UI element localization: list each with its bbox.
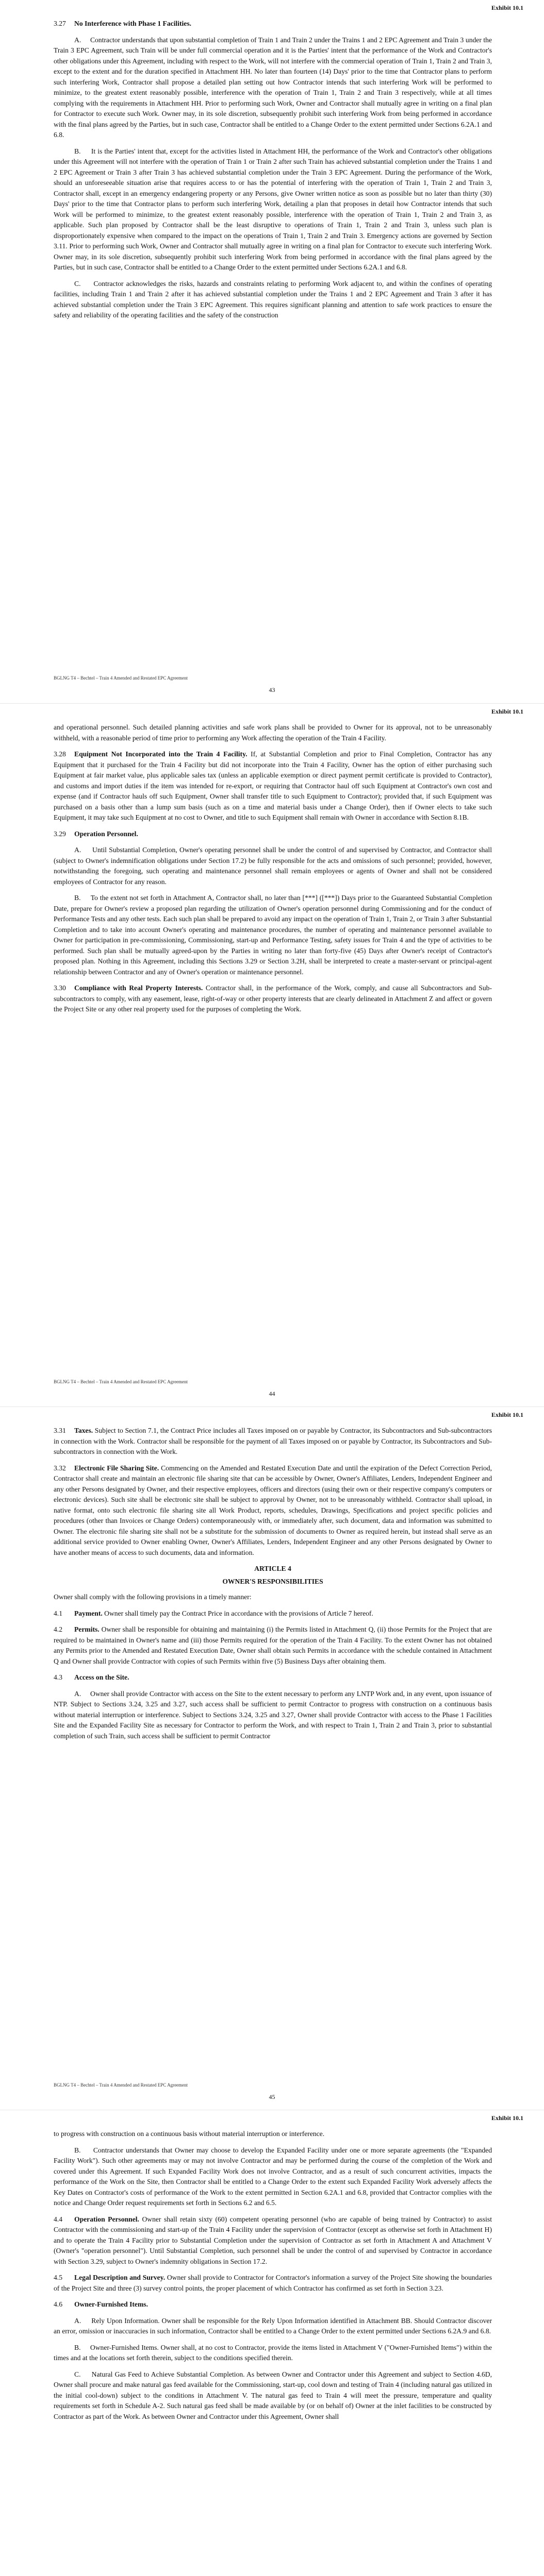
page-number: 45 xyxy=(269,2093,275,2100)
section-title: No Interference with Phase 1 Facilities. xyxy=(74,20,192,27)
section-number: 3.32 xyxy=(54,1464,66,1472)
section-title: Equipment Not Incorporated into the Train 4 Facility. xyxy=(74,750,248,758)
article-heading: ARTICLE 4 xyxy=(254,1565,291,1572)
section-title: Permits. xyxy=(74,1625,100,1633)
section-title: Access on the Site. xyxy=(74,1673,129,1681)
paragraph xyxy=(54,35,492,141)
page-number: 43 xyxy=(269,686,275,693)
paragraph-text: Owner shall comply with the following provisions in a timely manner: xyxy=(54,1593,252,1601)
document-page xyxy=(0,703,544,1407)
section-title: Owner-Furnished Items. xyxy=(74,2300,148,2308)
section-title: Operation Personnel. xyxy=(74,2215,139,2223)
paragraph-text: and operational personnel. Such detailed planning activities and safe work plans shall be provided to Owner for its approval, not to be unreasonably withheld, with a reasonable period of time prior to performing any Work affecting the operation of the Train 4 Facility. xyxy=(54,723,492,742)
paragraph xyxy=(54,829,492,840)
page-footer: BGLNG T4 – Bechtel – Train 4 Amended and Restated EPC Agreement xyxy=(54,675,188,681)
section-number: 3.28 xyxy=(54,750,66,758)
page-number: 44 xyxy=(269,1390,275,1397)
exhibit-label: Exhibit 10.1 xyxy=(491,1411,523,1418)
paragraph xyxy=(54,2343,492,2364)
section-number: 4.2 xyxy=(54,1625,62,1633)
section-body: Subject to Section 7.1, the Contract Price includes all Taxes imposed on or payable by Contractor, its Subcontractors and Sub-subcontractors in connection with the Work. Contractor shall be responsible for the payment of all Taxes imposed on or payable by Contractor, its Subcontractors and Sub-subcontractors in connection with the Work. xyxy=(54,1427,492,1455)
paragraph xyxy=(54,1689,492,1742)
page-footer: BGLNG T4 – Bechtel – Train 4 Amended and Restated EPC Agreement xyxy=(54,2082,188,2088)
section-title: Operation Personnel. xyxy=(74,829,138,838)
document-page xyxy=(0,1406,544,2110)
section-title: Compliance with Real Property Interests. xyxy=(74,984,203,992)
section-title: Legal Description and Survey. xyxy=(74,2274,166,2281)
paragraph-text: B. To the extent not set forth in Attachment A, Contractor shall, no later than [***] ([***]) Days prior to the Guaranteed Substantial Completion Date, prepare for Owner's review a proposed plan regarding the utilization of Owner's operation personnel during Commissioning and for the conduct of Performance Tests and any other tests. Each such plan shall be prepared to avoid any impact on the operation of Train 1, Train 2, or Train 3 after Substantial Completion and to take into account Owner's operating and maintenance procedures, the number of operating and maintenance personnel available to Owner for participation in pre-commissioning, Commissioning, start-up and Performance Testing, safety issues for Train 4 and the type of activities to be performed. Such plan shall be mutually agreed-upon by the Parties in writing no later than forty-five (45) Days after Owner's receipt of Contractor's proposed plan. Nothing in this Agreement, including this Sections 3.29 or Section 3.2H, shall be interpreted to create a master-servant or principal-agent relationship between Contractor and any of Owner's operation or maintenance personnel. xyxy=(54,894,492,976)
paragraph xyxy=(54,1426,492,1458)
paragraph xyxy=(54,749,492,823)
section-number: 3.29 xyxy=(54,829,66,838)
exhibit-label: Exhibit 10.1 xyxy=(491,4,523,11)
paragraph xyxy=(54,1463,492,1558)
section-title: Payment. xyxy=(74,1609,103,1617)
article-title: OWNER'S RESPONSIBILITIES xyxy=(222,1577,323,1585)
paragraph-text: B. Owner-Furnished Items. Owner shall, at no cost to Contractor, provide the items listed in Attachment V ("Owner-Furnished Items") within the times and at the locations set forth therein, subject to the conditions specified therein. xyxy=(54,2343,492,2362)
paragraph xyxy=(54,2273,492,2294)
paragraph xyxy=(54,983,492,1015)
section-body: Commencing on the Amended and Restated Execution Date and until the expiration of the Defect Correction Period, Contractor shall create and maintain an electronic file sharing site that can be accessible by Owner, Owner's Affiliates, Lenders, Independent Engineer and any other Persons designated by Owner, and their respective employees, officers and directors (using their own or their respective company's computers or electronic devices). Such site shall be electronic site shall be subject to approval by Owner, not to be unreasonably withheld. Contractor shall upload, in native format, onto such electronic file sharing site all Work Product, reports, schedules, Drawings, Specifications and project specific policies and procedures (other than Invoices or Change Orders) contemporaneously with, or immediately after, such document, data and information was submitted to Owner. The electronic file sharing site shall not be a substitute for the submission of documents to Owner as required herein, but instead shall serve as an additional service provided to Owner enabling Owner, Owner's Affiliates, Lenders, Independent Engineer and any other Persons designated by Owner to have another means of access to such documents, data and information. xyxy=(54,1464,492,1556)
paragraph xyxy=(54,2299,492,2310)
section-title: Electronic File Sharing Site. xyxy=(74,1464,159,1472)
section-body: Contractor shall, in the performance of the Work, comply, and cause all Subcontractors and Sub-subcontractors to comply, with any easement, lease, right-of-way or other property interests that are clearly delineated in Attachment Z and affect or govern the Project Site or any other real property used for the purposes of completing the Work. xyxy=(54,984,492,1013)
section-body: If, at Substantial Completion and prior to Final Completion, Contractor has any Equipment that it purchased for the Train 4 Facility but did not incorporate into the Train 4 Facility, Owner has the option of either purchasing such Equipment at fair market value, plus applicable sales tax (unless an applicable exemption or direct payment permit certificate is provided to Contractor), and customs and import duties if the item was intended for re-export, or requiring that Contractor haul off such Equipment at Contractor's own cost and expense (and if Contractor hauls off such Equipment, Owner shall transfer title to such Equipment to Contractor); provided that, if such Equipment was purchased on a basis other than a lump sum basis (such as on a time and material basis under a Change Order), then if Owner elects to take such Equipment, it may take such Equipment at no cost to Owner, and title to such Equipment shall remain with Owner in accordance with Section 8.1B. xyxy=(54,750,492,821)
paragraph-text: A. Rely Upon Information. Owner shall be responsible for the Rely Upon Information identified in Attachment BB. Should Contractor discover an error, omission or inaccuracies in such information, Contractor shall be entitled to a Change Order to the extent permitted under Sections 6.2A.9 and 6.8. xyxy=(54,2316,492,2335)
paragraph-text: to progress with construction on a continuous basis without material interruption or interference. xyxy=(54,2130,325,2138)
page-content xyxy=(54,722,492,1021)
paragraph xyxy=(54,279,492,321)
paragraph-text: C. Natural Gas Feed to Achieve Substantial Completion. As between Owner and Contractor under this Agreement and subject to Section 4.6D, Owner shall procure and make natural gas feed available for the Commissioning, start-up, cool down and testing of Train 4 (including natural gas utilized in the initial cool-down) subject to the conditions in Attachment V. The natural gas feed to Train 4 will meet the pressure, temperature and quality requirements set forth in Schedule A-2. Such natural gas feed shall be made available by (or on behalf of) Owner at the inlet facilities to be constructed by Contractor as part of the Work. As between Owner and Contractor under this Agreement, Owner shall xyxy=(54,2370,492,2420)
section-number: 4.6 xyxy=(54,2300,62,2308)
section-body: Owner shall timely pay the Contract Price in accordance with the provisions of Article 7 hereof. xyxy=(104,1609,373,1617)
section-number: 4.3 xyxy=(54,1673,62,1681)
paragraph xyxy=(54,146,492,273)
exhibit-label: Exhibit 10.1 xyxy=(491,708,523,715)
document-page xyxy=(0,0,544,703)
paragraph xyxy=(54,1672,492,1683)
paragraph-text: A. Owner shall provide Contractor with access on the Site to the extent necessary to perform any LNTP Work and, in any event, upon issuance of NTP. Subject to Sections 3.24, 3.25 and 3.27, such access shall be sufficient to permit Contractor to progress with construction on a continuous basis without material interruption or interference. Subject to Sections 3.24, 3.25 and 3.27, Owner shall provide Contractor with access to the Phase 1 Facilities Site and the Expanded Facility Site as necessary for Contractor to perform the Work, and with respect to Train 1, Train 2 and Train 3, prior to substantial completion of such Train, such access shall be sufficient to permit Contractor xyxy=(54,1689,492,1740)
paragraph xyxy=(54,2145,492,2209)
paragraph xyxy=(54,893,492,977)
paragraph-text: C. Contractor acknowledges the risks, hazards and constraints relating to performing Work adjacent to, and within the confines of operating facilities, including Train 1 and Train 2 after it has achieved substantial completion under the Trains 1 and 2 EPC Agreement and Train 3 after it has achieved substantial completion under the Train 3 EPC Agreement. This requires significant planning and attention to safe work practices to ensure the safety and reliability of the operating facilities and the safety of the construction xyxy=(54,279,492,319)
paragraph xyxy=(54,2214,492,2267)
paragraph xyxy=(54,2369,492,2422)
paragraph xyxy=(54,1624,492,1667)
page-content xyxy=(54,2129,492,2428)
paragraph xyxy=(54,2316,492,2337)
page-content xyxy=(54,1426,492,1747)
paragraph xyxy=(54,2129,492,2140)
section-body: Owner shall be responsible for obtaining and maintaining (i) the Permits listed in Attachment Q, (ii) those Permits for the Project that are required to be maintained in Owner's name and (iii) those Permits required for the operation of the Train 4 Facility. To the extent Owner has not obtained any Permits prior to the Amended and Restated Execution Date, Owner shall obtain such Permits in accordance with the schedule contained in Attachment Q and Owner shall provide Contractor with copies of such Permits within five (5) Business Days after obtaining them. xyxy=(54,1625,492,1665)
paragraph xyxy=(54,845,492,887)
page-footer: BGLNG T4 – Bechtel – Train 4 Amended and Restated EPC Agreement xyxy=(54,1379,188,1384)
section-title: Taxes. xyxy=(74,1427,93,1434)
section-body: Owner shall provide to Contractor for Contractor's information a survey of the Project Site showing the boundaries of the Project Site and three (3) survey control points, the proper placement of which Contractor has confirmed as set forth in Section 3.23. xyxy=(54,2274,492,2292)
paragraph xyxy=(54,722,492,743)
paragraph-text: A. Until Substantial Completion, Owner's operating personnel shall be under the control of and supervised by Contractor, and Contractor shall (subject to Owner's indemnification obligations under Section 17.2) be fully responsible for the acts and omissions of such personnel; provided, however, notwithstanding the foregoing, such operating and maintenance personnel shall remain employees or agents of Owner and shall not be considered employees of Contractor for any reason. xyxy=(54,846,492,886)
section-number: 4.1 xyxy=(54,1609,62,1617)
paragraph-text: A. Contractor understands that upon substantial completion of Train 1 and Train 2 under the Trains 1 and 2 EPC Agreement and Train 3 under the Train 3 EPC Agreement, such Train will be under full commercial operation and it is the Parties' intent that the performance of the Work and Contractor's other obligations under this Agreement, including with respect to the Work, will not interfere with the commercial operation of Train 1, Train 2 and Train 3, except to the extent and for the duration specified in Attachment HH. No later than fourteen (14) Days' prior to the time that Contractor plans to perform such interfering Work, Contractor shall propose a detailed plan setting out how Contractor intends that such interfering Work will be performed to minimize, to the greatest extent reasonably possible, interference with the operation of Train 1, Train 2 and Train 3 respectively, while at all times complying with the requirements in Attachment HH. Prior to performing such Work, Owner and Contractor shall mutually agree in writing on a final plan for Contractor to execute such Work. Owner may, in its sole discretion, subsequently prohibit such interfering Work from being performed in accordance with the final plans agreed by the Parties, but in such case, Contractor shall be entitled to a Change Order to the extent permitted under Sections 6.2A.1 and 6.8. xyxy=(54,36,492,139)
paragraph xyxy=(54,1608,492,1619)
paragraph xyxy=(54,1592,492,1603)
section-number: 3.30 xyxy=(54,984,66,992)
section-number: 4.4 xyxy=(54,2215,62,2223)
paragraph-text: B. Contractor understands that Owner may choose to develop the Expanded Facility under one or more separate agreements (the "Expanded Facility Work"). Such other agreements may or may not involve Contractor and may be performed during the course of the completion of the Work and covered under this Agreement. If such Expanded Facility Work does not involve Contractor, and as a result of such concurrent activities, impacts the performance of the Work on the Site, then Contractor shall be entitled to a Change Order to the extent such Expanded Facility Work adversely affects the Key Dates on Contractor's costs of performance of the Work to the extent permitted in Section 6.2A.1 and 6.8, provided that Contractor complies with the notice and Change Order request requirements set forth in Sections 6.2 and 6.5. xyxy=(54,2146,492,2207)
page-content xyxy=(54,19,492,327)
paragraph xyxy=(54,19,492,29)
document-page xyxy=(0,2110,544,2576)
section-number: 3.27 xyxy=(54,20,66,27)
section-body: Owner shall retain sixty (60) competent operating personnel (who are capable of being trained by Contractor) to assist Contractor with the commissioning and start-up of the Train 4 Facility under the supervision of Contractor (except as otherwise set forth in Attachment H) and to operate the Train 4 Facility prior to Substantial Completion under the supervision of Contractor as set forth in Attachment A and Attachment V (Owner's "operation personnel"). Until Substantial Completion, such personnel shall be under the control of and supervised by Contractor in accordance with Section 3.29, subject to Owner's indemnity obligations in Section 17.2. xyxy=(54,2215,492,2265)
paragraph-text: B. It is the Parties' intent that, except for the activities listed in Attachment HH, the performance of the Work and Contractor's other obligations under this Agreement will not interfere with the operation of Train 1 or Train 2 after such Train has achieved substantial completion under the Trains 1 and 2 EPC Agreement or Train 3 after Train 3 has achieved substantial completion under the Train 3 EPC Agreement. During the performance of the Work, should an unforeseeable situation arise that requires access to or has the potential of interfering with the operation of Train 1, Train 2 and Train 3, Contractor shall, except in an emergency endangering property or any Persons, give Owner written notice as soon as possible but no later than thirty (30) Days' prior to the time that Contractor plans to perform such interfering Work, detailing a plan that proposes in detail how Contractor intends that such Work will be performed to minimize, to the greatest extent reasonably possible, interference with the operation of Train 1, Train 2 and Train 3, as applicable. Such plan proposed by Contractor shall be the least disruptive to operations of Train 1, Train 2 and Train 3, unless such plan is disproportionately expensive when compared to the impact on the operations of Train 1, Train 2 and Train 3. Emergency actions are governed by Section 3.11. Prior to performing such Work, Owner and Contractor shall mutually agree in writing on a final plan for Contractor to execute such interfering Work. Owner may, in its sole discretion, subsequently prohibit such interfering Work from being performed in accordance with the final plans agreed by the Parties, but in such case, Contractor shall be entitled to a Change Order to the extent permitted under Sections 6.2A.1 and 6.8. xyxy=(54,147,492,271)
section-number: 3.31 xyxy=(54,1427,66,1434)
section-number: 4.5 xyxy=(54,2274,62,2281)
exhibit-label: Exhibit 10.1 xyxy=(491,2114,523,2122)
